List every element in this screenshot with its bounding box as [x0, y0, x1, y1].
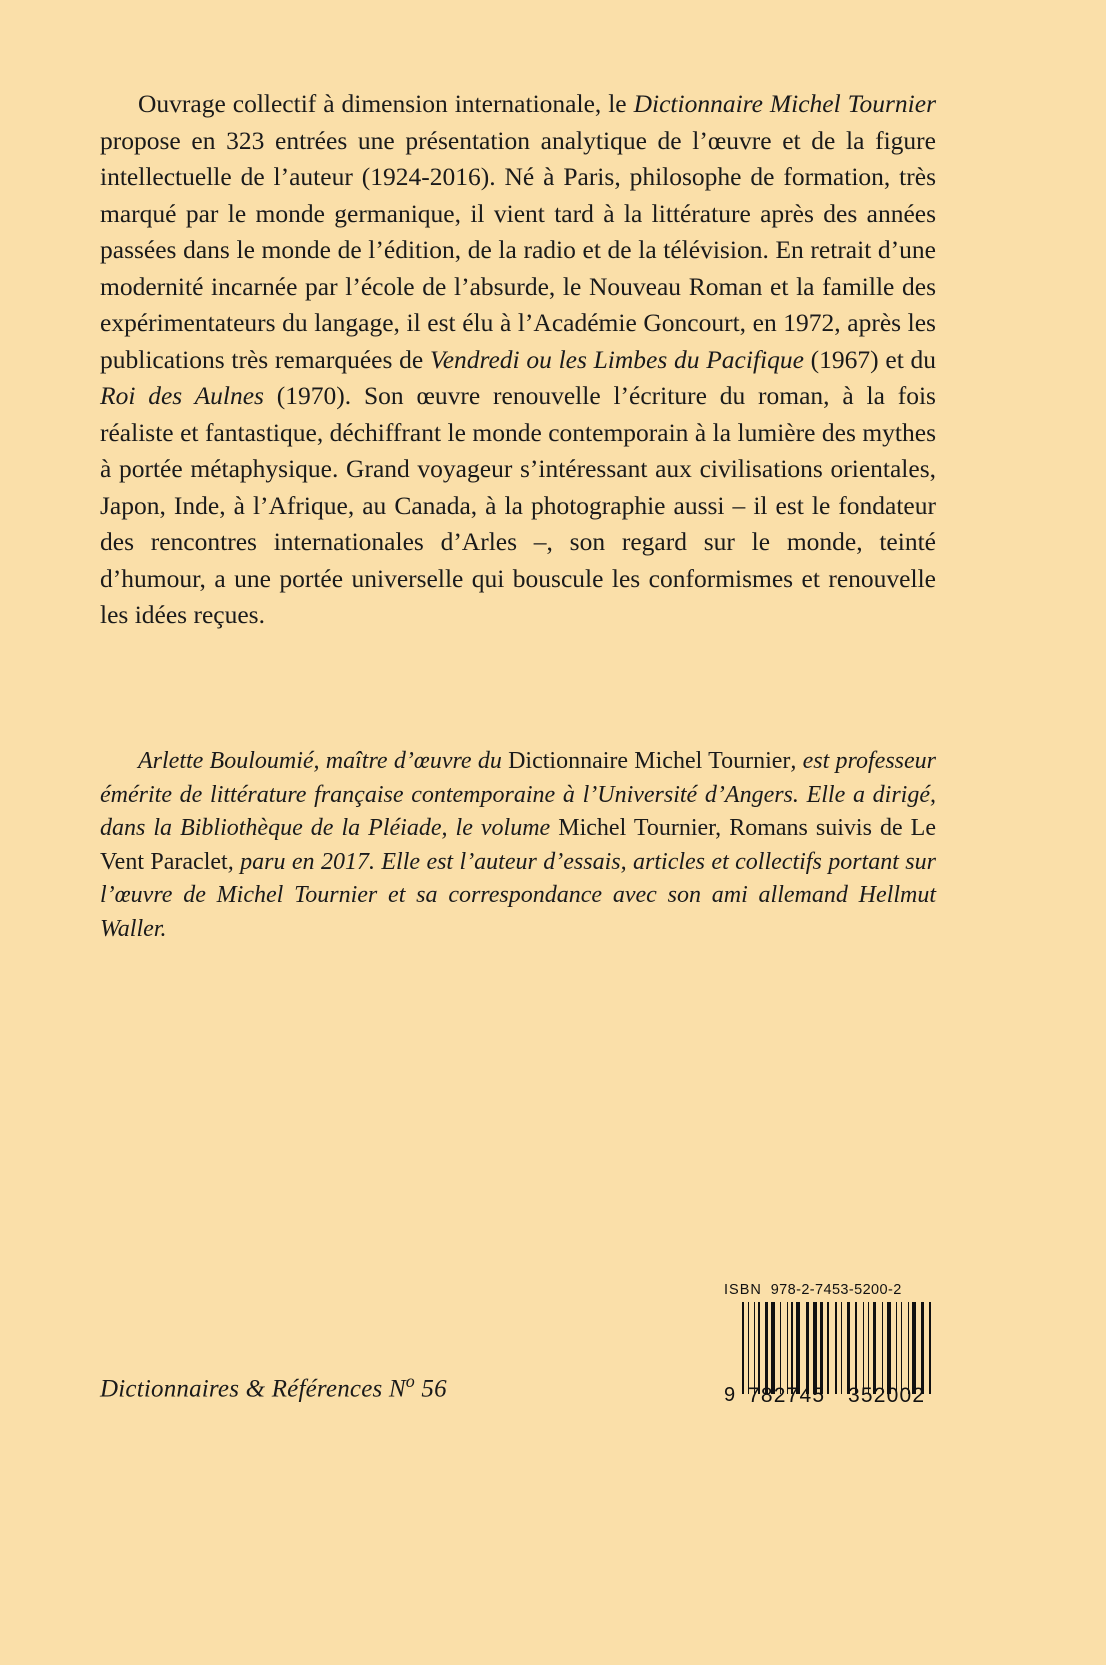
barcode-digit-group-2: 352002: [848, 1384, 926, 1407]
series-number-ordinal: o: [405, 1371, 415, 1391]
bio-title-dictionnaire: Dictionnaire Michel Tournier: [508, 748, 791, 774]
blurb-run-1: Ouvrage collectif à dimension internationale, le: [138, 89, 634, 118]
bio-run-2: , est professeur émérite de littérature française contemporaine à l’Université d’Angers. Elle a dirigé, dans la Bibliothèque de la Pléiade, le volume: [100, 748, 936, 841]
blurb-run-3: (1967) et du: [803, 344, 936, 374]
author-bio-text: [100, 745, 936, 946]
isbn-value: 978-2-7453-5200-2: [770, 1282, 902, 1298]
isbn-label: ISBN: [724, 1282, 762, 1298]
blurb-run-4: (1970). Son œuvre renouvelle l’écriture du roman, à la fois réaliste et fantastique, déchiffrant le monde contemporain à la lumière des mythes à portée métaphysique. Grand voyageur s’intéressant aux civilisations orientales, Japon, Inde, à l’Afrique, au Canada, à la photographie aussi – il est le fondateur des rencontres internationales d’Arles –, son regard sur le monde, teinté d’humour, a une portée universelle qui bouscule les conformismes et renouvelle les idées reçues.: [100, 381, 936, 629]
bio-run-1: Arlette Bouloumié, maître d’œuvre du: [138, 748, 509, 774]
blurb-title-dictionnaire: Dictionnaire Michel Tournier: [633, 89, 936, 118]
isbn-barcode-block: [724, 1282, 949, 1410]
blurb-paragraph: [100, 86, 936, 634]
series-name: Dictionnaires & Références N: [100, 1375, 406, 1403]
barcode: [724, 1302, 949, 1410]
bio-paragraph: [100, 745, 936, 946]
bio-title-pleiade-volume: Michel Tournier, Romans suivis de Le Vent Paraclet: [100, 815, 936, 875]
isbn-text-line: [724, 1282, 949, 1298]
barcode-bars: [742, 1302, 949, 1394]
barcode-lead-digit: 9: [724, 1384, 737, 1406]
blurb-run-2: propose en 323 entrées une présentation analytique de l’œuvre et de la figure intellectuelle de l’auteur (1924-2016). Né à Paris, philosophe de formation, très marqué par le monde germanique, il vient tard à la littérature après des années passées dans le monde de l’édition, de la radio et de la télévision. En retrait d’une modernité incarnée par l’école de l’absurde, le Nouveau Roman et la famille des expérimentateurs du langage, il est élu à l’Académie Goncourt, en 1972, après les publications très remarquées de: [100, 125, 936, 374]
series-number: 56: [414, 1375, 447, 1403]
barcode-digit-group-1: 782745: [748, 1384, 826, 1407]
series-label: [100, 1371, 447, 1403]
bio-run-3: , paru en 2017. Elle est l’auteur d’essais, articles et collectifs portant sur l’œuvre de Michel Tournier et sa correspondance avec son ami allemand Hellmut Waller.: [100, 848, 936, 942]
book-blurb-text: [100, 86, 936, 634]
blurb-title-vendredi: Vendredi ou les Limbes du Pacifique: [429, 344, 804, 374]
blurb-title-roi-des-aulnes: Roi des Aulnes: [100, 381, 264, 410]
